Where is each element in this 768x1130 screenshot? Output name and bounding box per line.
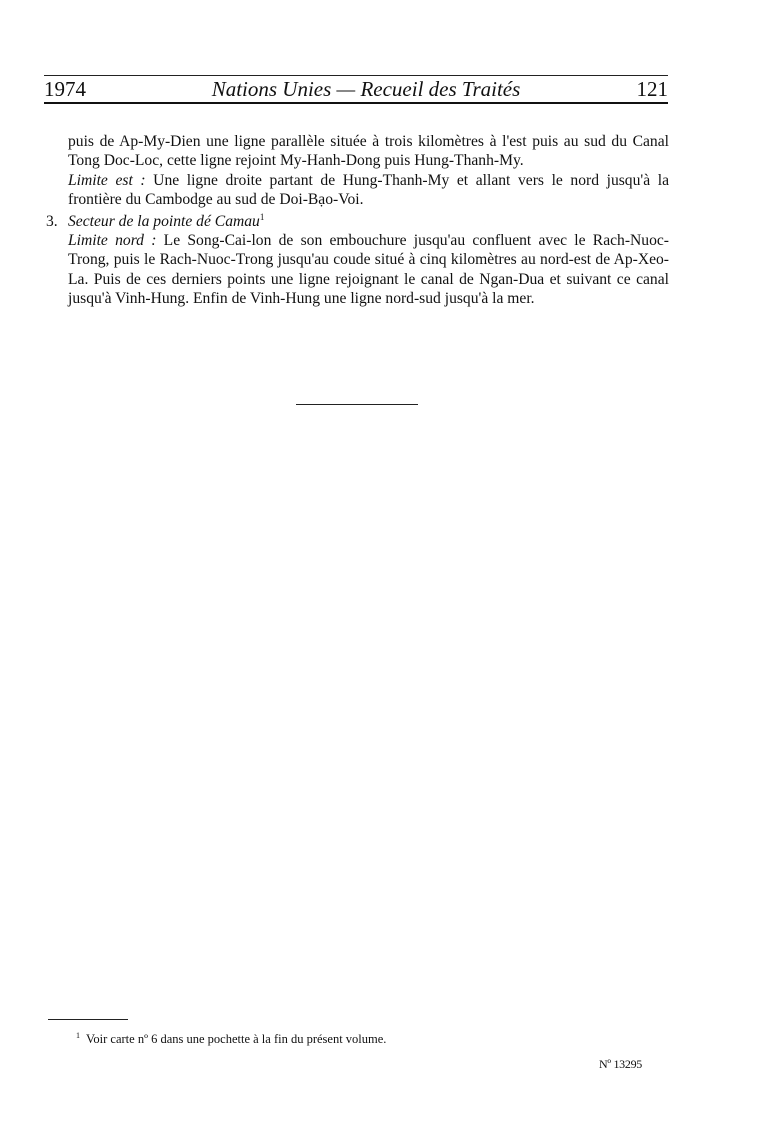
item-number: 3. [46,212,58,230]
footnote-marker: 1 [76,1031,80,1040]
footnote-rule [48,1019,128,1020]
item-heading [68,212,669,231]
footnote-text: Voir carte nº 6 dans une pochette à la fin du présent volume. [86,1032,387,1046]
page-number: 121 [636,77,668,101]
footnote [76,1031,386,1047]
list-item-3 [46,211,669,309]
item-heading-text: Secteur de la pointe dé Camau [68,212,260,230]
paragraph-intro: puis de Ap-My-Dien une ligne parallèle située à trois kilomètres à l'est puis au sud du Canal Tong Doc-Loc, cette ligne rejoint My-Hanh-Dong puis Hung-Thanh-My. [68,133,669,170]
footnote-reference[interactable]: 1 [259,211,265,222]
limite-est-label: Limite est : [68,171,146,189]
paragraph-limite-est [68,171,669,210]
limite-nord-label: Limite nord : [68,232,157,250]
header-year: 1974 [44,77,86,101]
limite-nord-text: Le Song-Cai-lon de son embouchure jusqu'au confluent avec le Rach-Nuoc-Trong, puis le Rach-Nuoc-Trong jusqu'au coude situé à cinq kilomètres au nord-est de Ap-Xeo-La. Puis de ces derniers points une ligne rejoignant le canal de Ngan-Dua et suivant ce canal jusqu'à Vinh-Hung. Enfin de Vinh-Hung une ligne nord-sud jusqu'à la mer. [68,232,669,308]
section-separator [296,404,418,405]
document-number: Nº 13295 [599,1057,642,1071]
header-title: Nations Unies — Recueil des Traités [211,77,521,101]
limite-est-text: Une ligne droite partant de Hung-Thanh-My et allant vers le nord jusqu'à la frontière du Cambodge au sud de Doi-Bạo-Voi. [68,171,669,209]
header-bottom-rule [44,102,668,104]
running-header [44,76,668,102]
body-text [46,132,669,309]
paragraph-limite-nord [68,231,669,309]
